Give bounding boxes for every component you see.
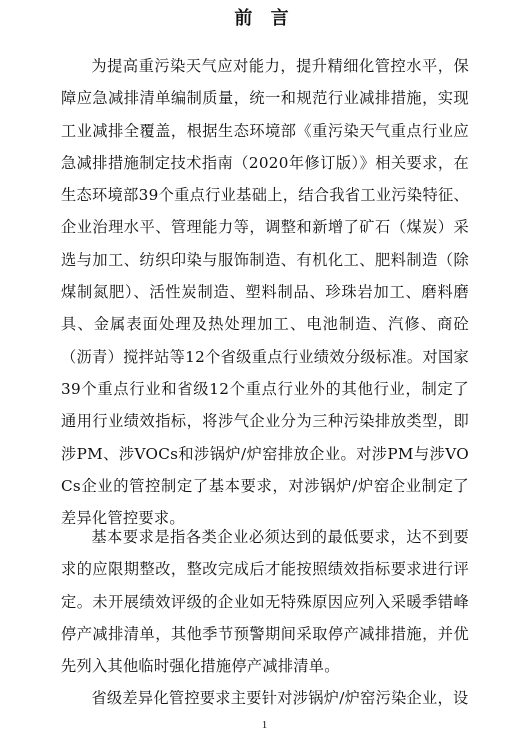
page-title: 前 言 <box>234 8 295 29</box>
paragraph-provincial-requirements: 省级差异化管控要求主要针对涉锅炉/炉窑污染企业，设 <box>91 689 469 707</box>
paragraph-preface-1: 为提高重污染天气应对能力，提升精细化管控水平，保障应急减排清单编制质量，统一和规范行业减排措施，实现工业减排全覆盖，根据生态环境部《重污染天气重点行业应急减排措施制定技术指南（2020年修订版）》相关要求，在生态环境部39个重点行业基础上，结合我省工业污染特征、企业治理水平、管理能力等，调整和新增了矿石（煤炭）采选与加工、纺织印染与服饰制造、有机化工、肥料制造（除煤制氮肥）、活性炭制造、塑料制品、珍珠岩加工、磨料磨具、金属表面处理及热处理加工、电池制造、汽修、商砼（沥青）搅拌站等12个省级重点行业绩效分级标准。对国家39个重点行业和省级12个重点行业外的其他行业，制定了通用行业绩效指标，将涉气企业分为三种污染排放类型，即涉PM、涉VOCs和涉锅炉/炉窑排放企业。对涉PM与涉VOCs企业的管控制定了基本要求，对涉锅炉/炉窑企业制定了差异化管控要求。 <box>61 57 469 528</box>
page-number: 1 <box>261 719 268 731</box>
paragraph-basic-requirements: 基本要求是指各类企业必须达到的最低要求，达不到要求的应限期整改，整改完成后才能按照绩效指标要求进行评定。未开展绩效评级的企业如无特殊原因应列入采暖季错峰停产减排清单，其他季节预警期间采取停产减排措施，并优先列入其他临时强化措施停产减排清单。 <box>61 528 469 676</box>
